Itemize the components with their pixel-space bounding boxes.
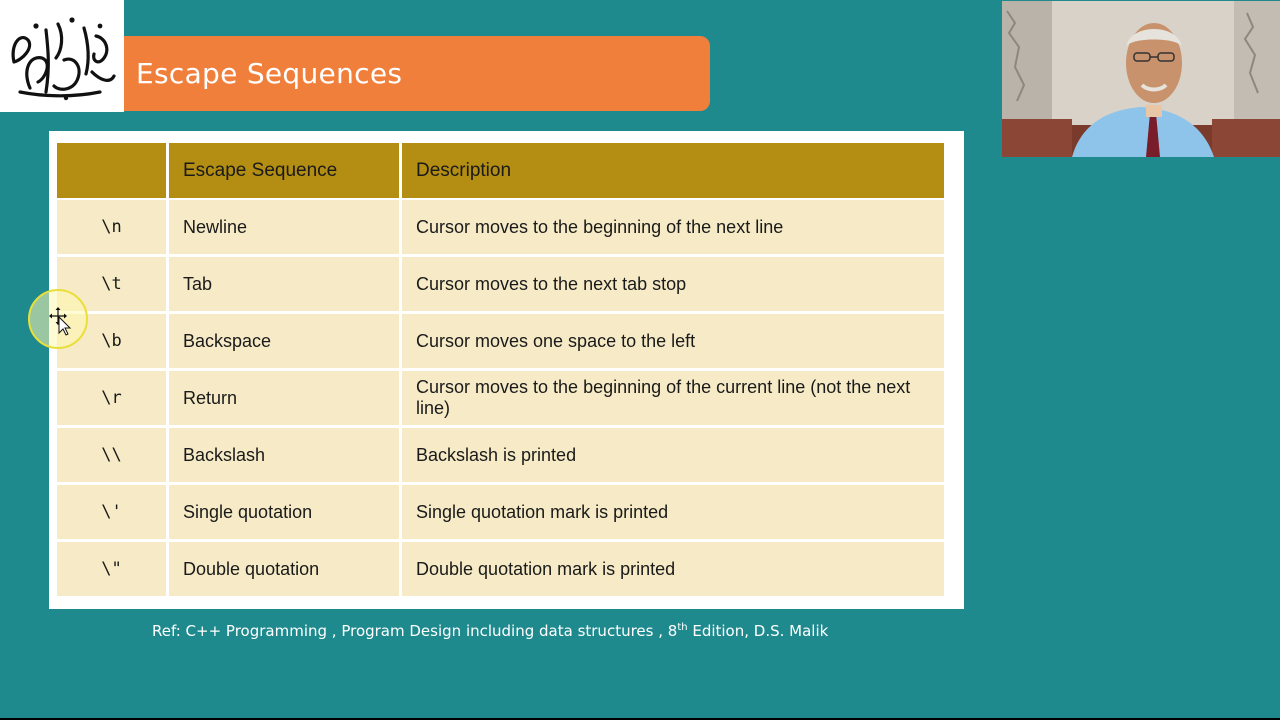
- table-row: [57, 200, 944, 257]
- calligraphy-logo: [0, 0, 124, 112]
- escape-sequence-table: [57, 143, 944, 599]
- description-cell: Backslash is printed: [402, 428, 944, 485]
- table-row: [57, 542, 944, 599]
- name-cell: Newline: [169, 200, 402, 257]
- slide-title: Escape Sequences: [136, 57, 403, 90]
- header-code: [57, 143, 169, 200]
- move-cursor-icon: [27, 288, 89, 350]
- title-bar: [124, 36, 710, 111]
- table-row: [57, 371, 944, 428]
- header-description: Description: [402, 143, 944, 200]
- presenter-video-icon: [1002, 1, 1280, 157]
- code-cell: \r: [57, 371, 169, 428]
- arabic-calligraphy-logo-icon: [0, 0, 124, 112]
- table-row: [57, 314, 944, 371]
- code-cell: \b: [57, 314, 169, 371]
- name-cell: Single quotation: [169, 485, 402, 542]
- name-cell: Backspace: [169, 314, 402, 371]
- header-escape-sequence: Escape Sequence: [169, 143, 402, 200]
- name-cell: Tab: [169, 257, 402, 314]
- description-cell: Cursor moves to the next tab stop: [402, 257, 944, 314]
- code-cell: \": [57, 542, 169, 599]
- description-cell: Cursor moves one space to the left: [402, 314, 944, 371]
- description-cell: Cursor moves to the beginning of the current line (not the next line): [402, 371, 944, 428]
- presenter-webcam: [1002, 1, 1280, 157]
- code-cell: \t: [57, 257, 169, 314]
- name-cell: Double quotation: [169, 542, 402, 599]
- table-row: [57, 257, 944, 314]
- description-cell: Double quotation mark is printed: [402, 542, 944, 599]
- table-row: [57, 485, 944, 542]
- table-header-row: [57, 143, 944, 200]
- reference-superscript: th: [677, 622, 688, 633]
- reference-suffix: Edition, D.S. Malik: [687, 622, 829, 640]
- reference-citation: [152, 622, 828, 640]
- reference-prefix: Ref: C++ Programming , Program Design including data structures , 8: [152, 622, 678, 640]
- description-cell: Single quotation mark is printed: [402, 485, 944, 542]
- description-cell: Cursor moves to the beginning of the next line: [402, 200, 944, 257]
- name-cell: Backslash: [169, 428, 402, 485]
- code-cell: \n: [57, 200, 169, 257]
- code-cell: \': [57, 485, 169, 542]
- code-cell: \\: [57, 428, 169, 485]
- table-row: [57, 428, 944, 485]
- pointer-highlight: [27, 288, 89, 350]
- escape-sequence-table-panel: [49, 131, 964, 609]
- name-cell: Return: [169, 371, 402, 428]
